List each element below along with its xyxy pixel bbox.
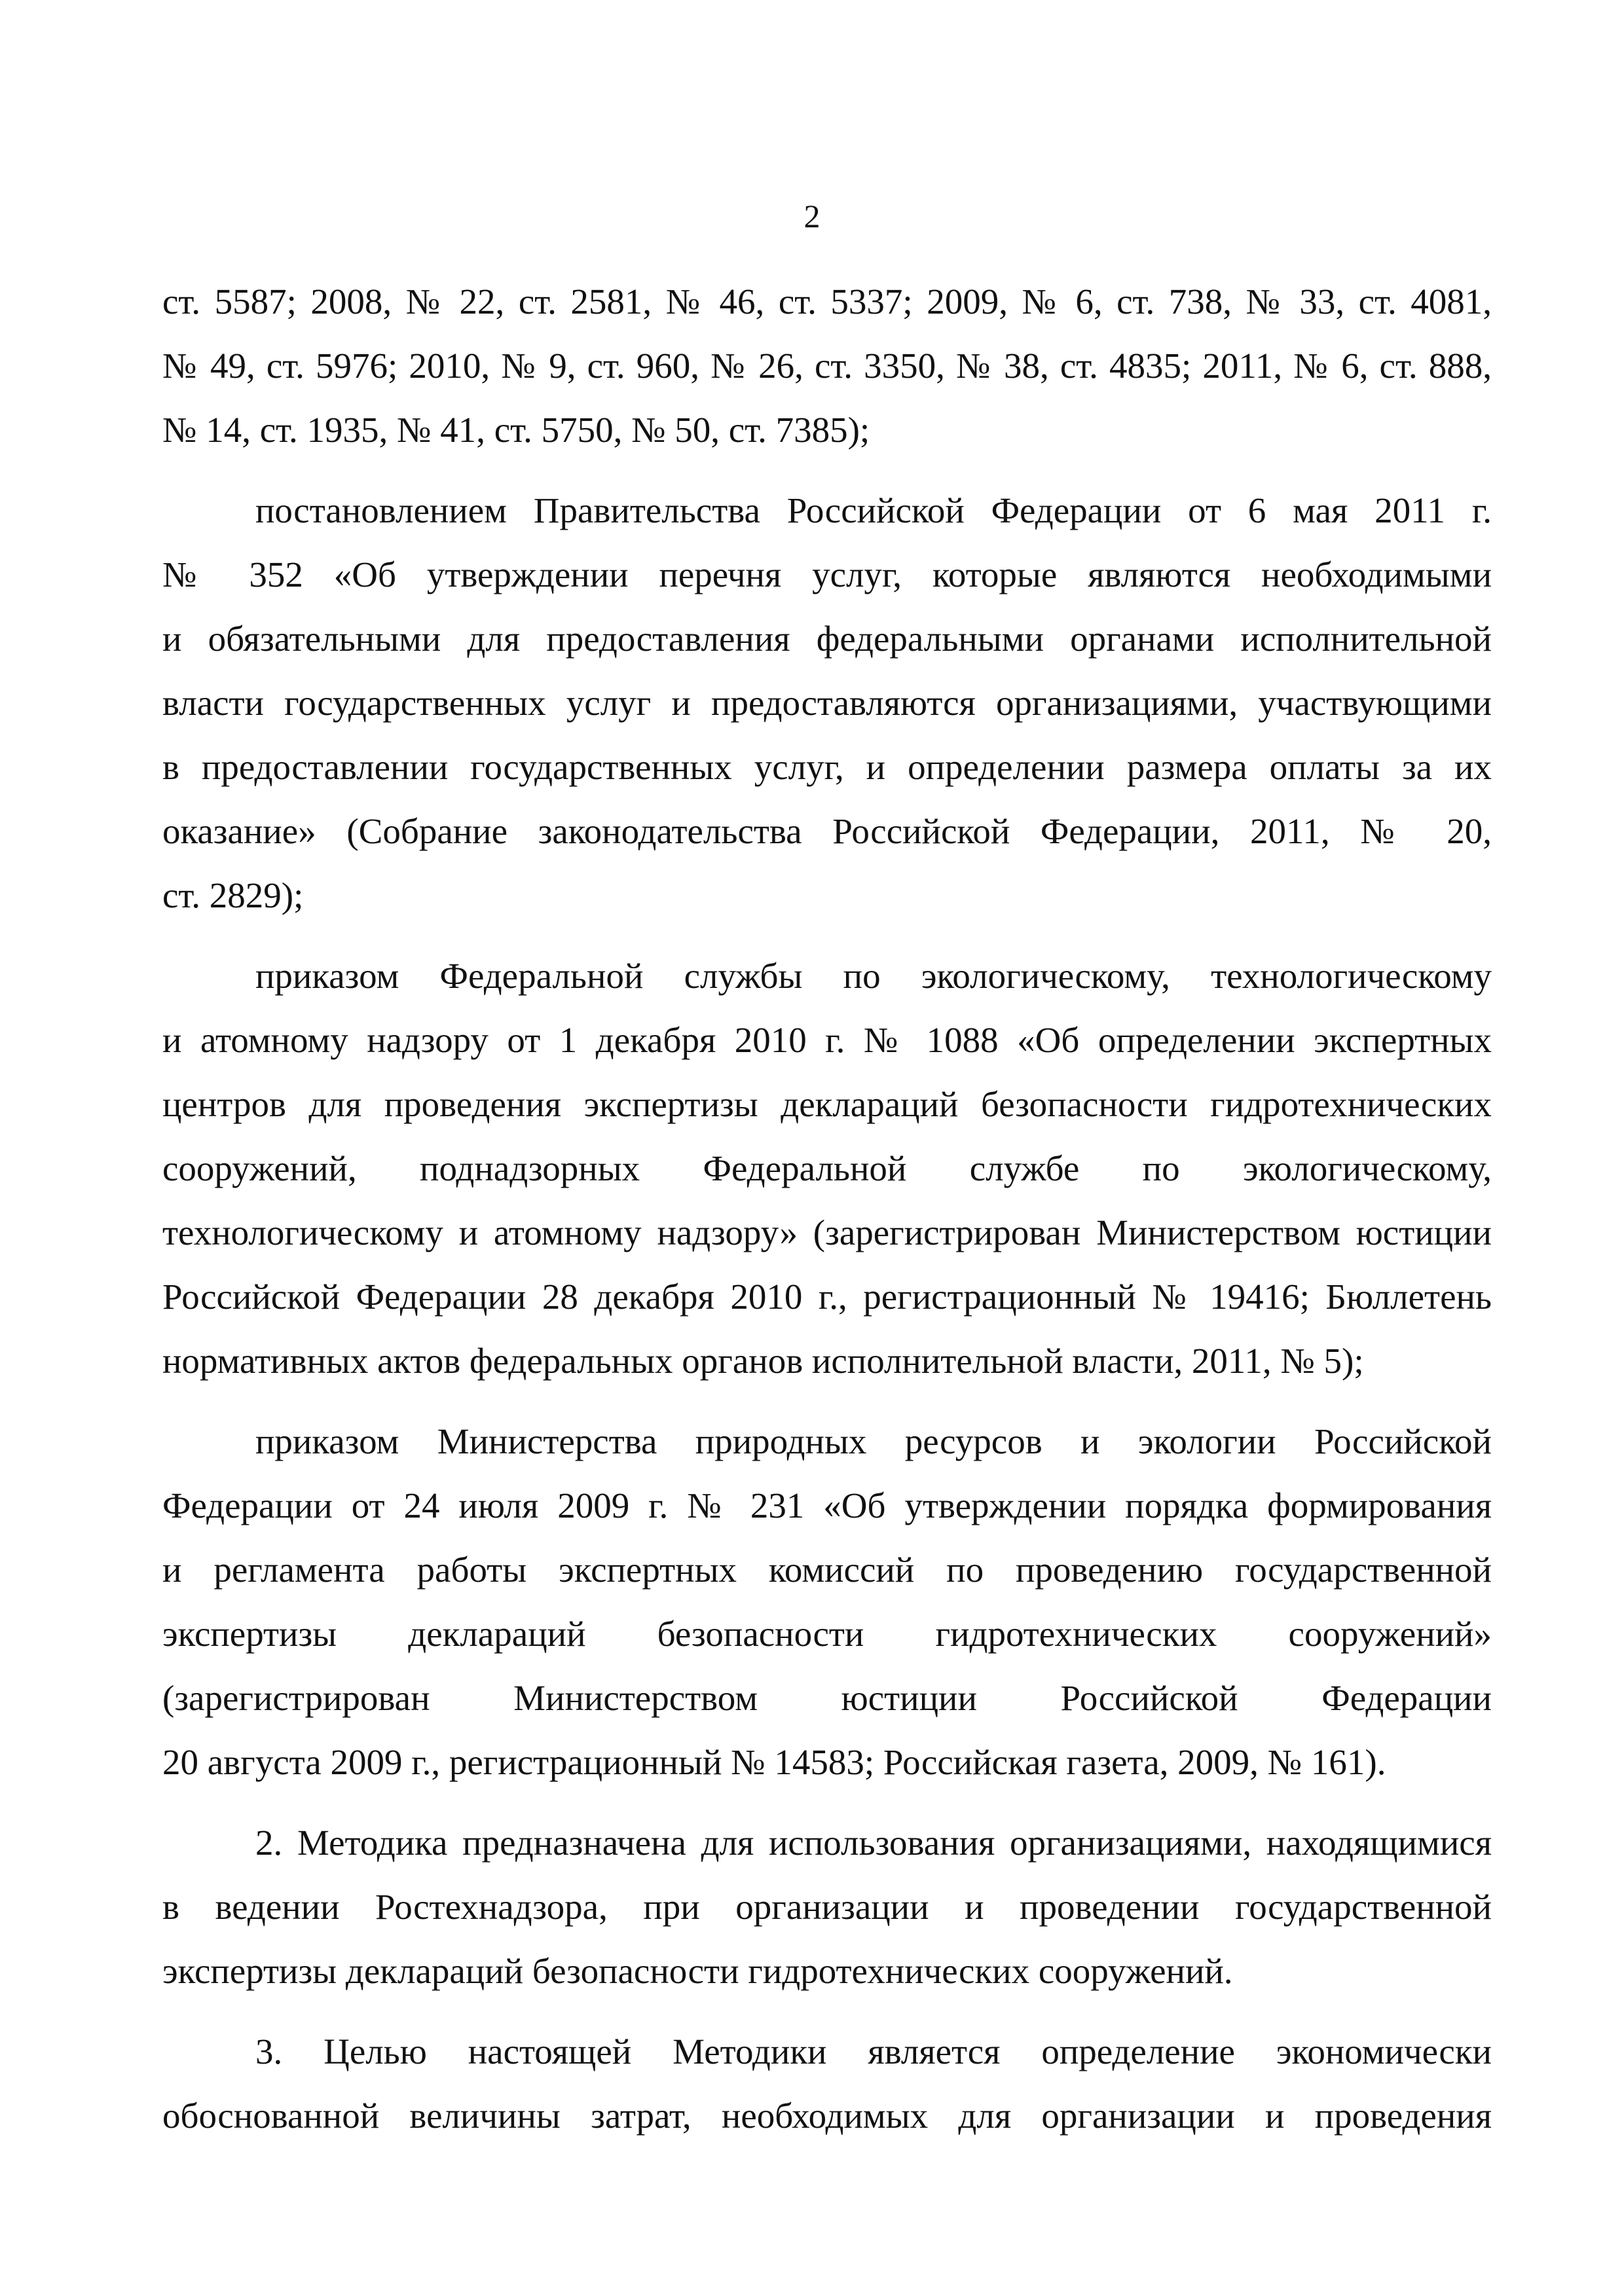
text-line: центров для проведения экспертизы деклараций безопасности гидротехнических	[162, 1084, 1492, 1124]
document-body	[162, 270, 1492, 2164]
text-line: приказом Министерства природных ресурсов и экологии Российской	[255, 1421, 1492, 1461]
paragraph-item-2	[162, 1811, 1492, 2003]
text-line: экспертизы деклараций безопасности гидротехнических сооружений»	[162, 1614, 1492, 1654]
page-number: 2	[803, 198, 821, 234]
text-line: технологическому и атомному надзору» (зарегистрирован Министерством юстиции	[162, 1212, 1492, 1252]
paragraph-ministry-order	[162, 1410, 1492, 1795]
text-line: № 352 «Об утверждении перечня услуг, которые являются необходимыми	[162, 555, 1492, 594]
text-line: и атомному надзору от 1 декабря 2010 г. № 1088 «Об определении экспертных	[162, 1020, 1492, 1060]
text-line: (зарегистрирован Министерством юстиции Российской Федерации	[162, 1678, 1492, 1718]
text-line: оказание» (Собрание законодательства Российской Федерации, 2011, № 20,	[162, 811, 1492, 851]
text-line: и обязательными для предоставления федеральными органами исполнительной	[162, 619, 1492, 659]
text-line: Российской Федерации 28 декабря 2010 г., регистрационный № 19416; Бюллетень	[162, 1277, 1492, 1317]
text-line: и регламента работы экспертных комиссий по проведению государственной	[162, 1550, 1492, 1590]
text-line: постановлением Правительства Российской Федерации от 6 мая 2011 г.	[255, 490, 1492, 530]
text-line: нормативных актов федеральных органов исполнительной власти, 2011, № 5);	[162, 1341, 1364, 1381]
text-line: обоснованной величины затрат, необходимых для организации и проведения	[162, 2096, 1492, 2136]
text-line: № 14, ст. 1935, № 41, ст. 5750, № 50, ст. 7385);	[162, 410, 870, 450]
text-line: власти государственных услуг и предоставляются организациями, участвующими	[162, 683, 1492, 723]
text-line: сооружений, поднадзорных Федеральной службе по экологическому,	[162, 1148, 1492, 1188]
paragraph-government-resolution	[162, 479, 1492, 928]
paragraph-rostekhnadzor-order	[162, 944, 1492, 1393]
paragraph-citation-continuation	[162, 270, 1492, 462]
text-line: 20 августа 2009 г., регистрационный № 14583; Российская газета, 2009, № 161).	[162, 1742, 1386, 1782]
text-line: приказом Федеральной службы по экологическому, технологическому	[255, 956, 1492, 996]
text-line: в предоставлении государственных услуг, и определении размера оплаты за их	[162, 747, 1492, 787]
text-line: экспертизы деклараций безопасности гидротехнических сооружений.	[162, 1951, 1233, 1991]
text-line: 2. Методика предназначена для использования организациями, находящимися	[255, 1823, 1492, 1863]
text-line: № 49, ст. 5976; 2010, № 9, ст. 960, № 26, ст. 3350, № 38, ст. 4835; 2011, № 6, ст. 888,	[162, 346, 1492, 386]
text-line: в ведении Ростехнадзора, при организации и проведении государственной	[162, 1887, 1492, 1927]
text-line: 3. Целью настоящей Методики является определение экономически	[255, 2032, 1492, 2071]
text-line: ст. 5587; 2008, № 22, ст. 2581, № 46, ст. 5337; 2009, № 6, ст. 738, № 33, ст. 4081,	[162, 282, 1492, 321]
text-line: ст. 2829);	[162, 875, 304, 915]
paragraph-item-3	[162, 2020, 1492, 2148]
text-line: Федерации от 24 июля 2009 г. № 231 «Об утверждении порядка формирования	[162, 1485, 1492, 1525]
